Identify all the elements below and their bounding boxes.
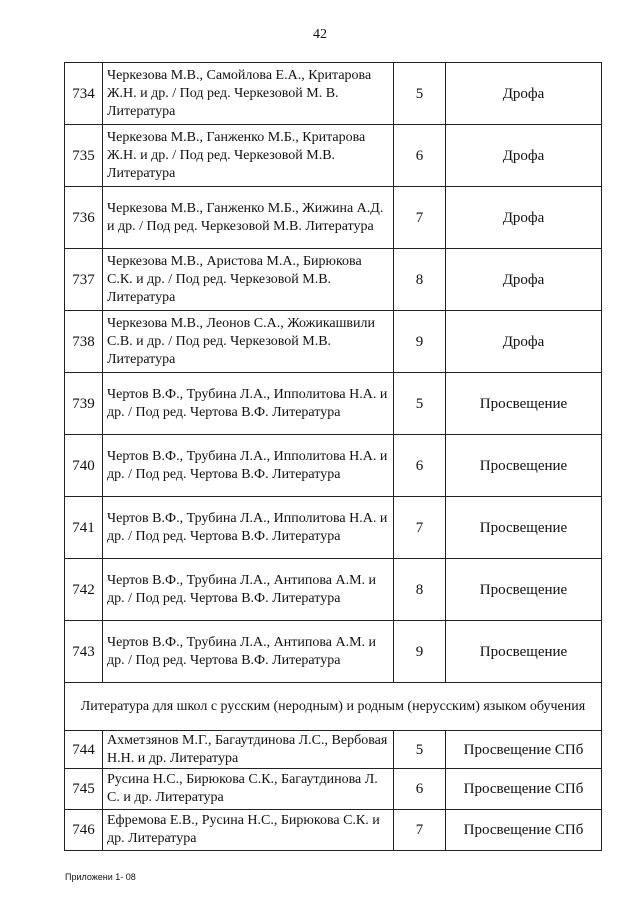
row-authors: Черкезова М.В., Самойлова Е.А., Критарова Ж.Н. и др. / Под ред. Черкезовой М. В. Литература	[103, 63, 394, 125]
row-authors: Чертов В.Ф., Трубина Л.А., Антипова А.М. и др. / Под ред. Чертова В.Ф. Литература	[103, 621, 394, 683]
row-authors: Русина Н.С., Бирюкова С.К., Багаутдинова Л. С. и др. Литература	[103, 769, 394, 810]
table-row	[65, 125, 602, 187]
row-number: 744	[65, 731, 103, 769]
row-authors: Чертов В.Ф., Трубина Л.А., Ипполитова Н.А. и др. / Под ред. Чертова В.Ф. Литература	[103, 435, 394, 497]
row-grade: 7	[394, 810, 446, 851]
row-publisher: Дрофа	[446, 63, 602, 125]
table-row	[65, 769, 602, 810]
row-publisher: Дрофа	[446, 249, 602, 311]
row-number: 734	[65, 63, 103, 125]
row-publisher: Просвещение	[446, 435, 602, 497]
row-authors: Черкезова М.В., Ганженко М.Б., Жижина А.Д. и др. / Под ред. Черкезовой М.В. Литература	[103, 187, 394, 249]
table-row	[65, 249, 602, 311]
row-number: 738	[65, 311, 103, 373]
table-row	[65, 373, 602, 435]
row-grade: 6	[394, 769, 446, 810]
row-grade: 8	[394, 559, 446, 621]
table-row	[65, 187, 602, 249]
row-number: 737	[65, 249, 103, 311]
row-publisher: Дрофа	[446, 125, 602, 187]
row-number: 743	[65, 621, 103, 683]
row-publisher: Просвещение	[446, 559, 602, 621]
footer-note: Приложени 1- 08	[65, 872, 136, 882]
row-publisher: Дрофа	[446, 311, 602, 373]
row-authors: Черкезова М.В., Аристова М.А., Бирюкова С.К. и др. / Под ред. Черкезовой М.В. Литература	[103, 249, 394, 311]
row-number: 740	[65, 435, 103, 497]
section-row	[65, 683, 602, 731]
row-number: 736	[65, 187, 103, 249]
row-grade: 9	[394, 311, 446, 373]
row-number: 745	[65, 769, 103, 810]
table-row	[65, 435, 602, 497]
table-row	[65, 559, 602, 621]
row-authors: Ахметзянов М.Г., Багаутдинова Л.С., Вербовая Н.Н. и др. Литература	[103, 731, 394, 769]
row-number: 741	[65, 497, 103, 559]
row-publisher: Просвещение СПб	[446, 769, 602, 810]
page-number: 42	[313, 27, 327, 42]
row-grade: 8	[394, 249, 446, 311]
row-grade: 7	[394, 187, 446, 249]
row-publisher: Просвещение СПб	[446, 810, 602, 851]
row-authors: Черкезова М.В., Леонов С.А., Жожикашвили С.В. и др. / Под ред. Черкезовой М.В. Литература	[103, 311, 394, 373]
table-row	[65, 497, 602, 559]
row-authors: Чертов В.Ф., Трубина Л.А., Ипполитова Н.А. и др. / Под ред. Чертова В.Ф. Литература	[103, 373, 394, 435]
row-grade: 5	[394, 63, 446, 125]
table-row	[65, 621, 602, 683]
row-publisher: Дрофа	[446, 187, 602, 249]
row-grade: 5	[394, 373, 446, 435]
row-publisher: Просвещение	[446, 621, 602, 683]
row-publisher: Просвещение СПб	[446, 731, 602, 769]
row-publisher: Просвещение	[446, 497, 602, 559]
row-grade: 5	[394, 731, 446, 769]
table-row	[65, 63, 602, 125]
row-authors: Чертов В.Ф., Трубина Л.А., Антипова А.М. и др. / Под ред. Чертова В.Ф. Литература	[103, 559, 394, 621]
row-grade: 6	[394, 125, 446, 187]
table-row	[65, 731, 602, 769]
row-grade: 6	[394, 435, 446, 497]
row-publisher: Просвещение	[446, 373, 602, 435]
table-row	[65, 810, 602, 851]
row-grade: 7	[394, 497, 446, 559]
row-number: 739	[65, 373, 103, 435]
row-number: 742	[65, 559, 103, 621]
row-grade: 9	[394, 621, 446, 683]
table-row	[65, 311, 602, 373]
row-authors: Черкезова М.В., Ганженко М.Б., Критарова Ж.Н. и др. / Под ред. Черкезовой М.В. Литература	[103, 125, 394, 187]
textbook-table	[64, 62, 602, 851]
row-authors: Чертов В.Ф., Трубина Л.А., Ипполитова Н.А. и др. / Под ред. Чертова В.Ф. Литература	[103, 497, 394, 559]
row-authors: Ефремова Е.В., Русина Н.С., Бирюкова С.К. и др. Литература	[103, 810, 394, 851]
section-heading: Литература для школ с русским (неродным) и родным (нерусским) языком обучения	[65, 683, 602, 731]
row-number: 746	[65, 810, 103, 851]
row-number: 735	[65, 125, 103, 187]
